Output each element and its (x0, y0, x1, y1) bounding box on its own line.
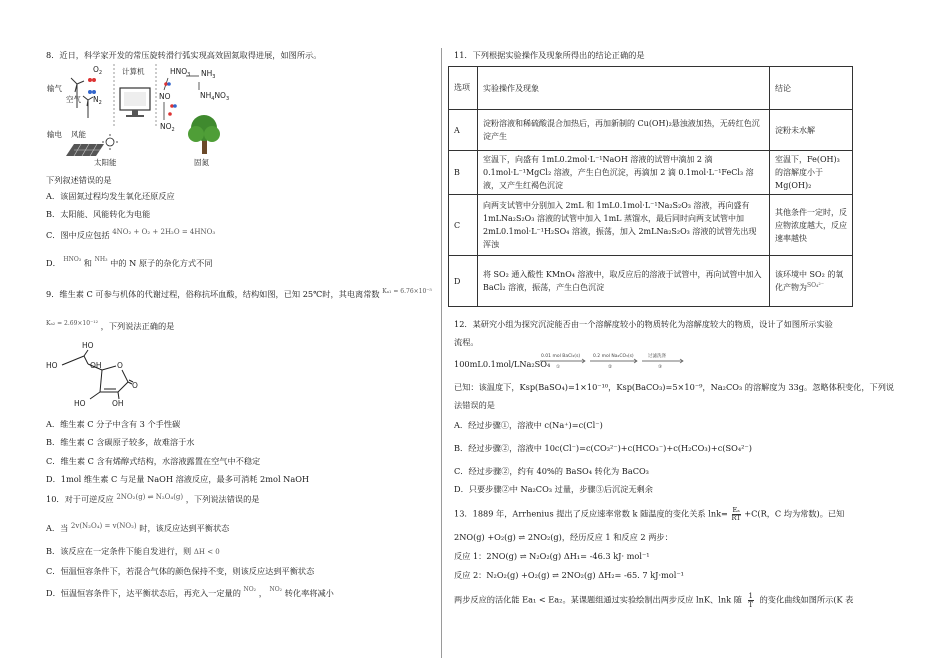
row-d-conclusion-ion: SO₄²⁻ (807, 281, 825, 289)
q13-fraction-den: RT (731, 514, 741, 522)
flow-step2-num: ② (608, 365, 613, 370)
q13-last-fraction (748, 592, 754, 609)
q8-option-d-hno3: HNO₃ (63, 256, 82, 263)
q13-stem-post: +C(R，C 均为常数)。已知 (744, 508, 845, 519)
table-header-row (449, 67, 853, 110)
q8-option-d-and: 和 (83, 258, 92, 268)
q12-option-c: C．经过步骤②，约有 40%的 BaSO₄ 转化为 BaCO₃ (454, 466, 649, 476)
fixed-n-label: 固氮 (194, 158, 209, 167)
struct-oh-top: HO (82, 341, 94, 350)
flow-step3-label: 过滤洗涤 (648, 354, 666, 359)
nh3-label: $NH_3$ (201, 69, 216, 80)
q13-last-post: 的变化曲线如图所示(K 表 (759, 594, 854, 605)
q12-flow (454, 359, 550, 370)
air-input-label: 输气 (47, 84, 62, 93)
flow-step2-label: 0.2 mol Na₂CO₃(s) (593, 354, 634, 359)
q11-stem: 11．下列根据实验操作及现象所得出的结论正确的是 (454, 50, 645, 60)
q12-known-1: 已知：该温度下，Ksp(BaSO₄)=1×10⁻¹⁰，Ksp(BaCO₃)=5×10⁻⁹，Na₂CO₃ 的溶解度为 33g。忽略体积变化，下列说 (454, 382, 895, 392)
row-b-option: B (449, 151, 478, 195)
flow-step1-label: 0.01 mol BaCl₂(s) (541, 354, 581, 359)
row-b-operation: 室温下，向盛有 1mL0.2mol·L⁻¹NaOH 溶液的试管中滴加 2 滴 0.1mol·L⁻¹MgCl₂ 溶液，产生白色沉淀，再滴加 2 滴 0.1mol·L⁻¹FeCl₃ 溶液，又产生红褐色沉淀 (478, 151, 770, 195)
q10-ask: ，下列说法错误的是 (185, 494, 260, 504)
q8-option-b: B．太阳能、风能转化为电能 (46, 209, 151, 219)
q10-option-a-pre: A．当 (46, 523, 69, 533)
table-row (449, 151, 853, 195)
column-divider (441, 48, 442, 658)
q10-option-d-pre: D．恒温恒容条件下，达平衡状态后，再充入一定量的 (46, 588, 241, 598)
q12-known-2: 法错误的是 (454, 400, 495, 410)
q13-stem-pre: 13．1889 年，Arrhenius 提出了反应速率常数 k 随温度的变化关系 lnk= (454, 508, 728, 519)
air-label: 空气 (66, 95, 81, 104)
q13-last-fraction-num: 1 (748, 592, 753, 600)
hno3-label: $HNO_3$ (170, 67, 191, 78)
q9-option-c: C．维生素 C 含有烯醇式结构，水溶液露置在空气中不稳定 (46, 456, 261, 466)
row-b-conclusion: 室温下，Fe(OH)₃ 的溶解度小于 Mg(OH)₂ (770, 151, 853, 195)
struct-ho-left: HO (46, 361, 58, 370)
vitamin-c-structure (44, 340, 144, 410)
solar-panel-icon (66, 144, 104, 156)
struct-ho-bottom: HO (74, 399, 86, 408)
computer-label: 计算机 (122, 67, 145, 76)
flow-step3-num: ③ (658, 365, 663, 370)
struct-o-keto: O (132, 381, 138, 390)
row-a-conclusion: 淀粉未水解 (770, 110, 853, 151)
q10-option-a-post: 时，该反应达到平衡状态 (139, 523, 230, 533)
q8-option-c-label: C．图中反应包括 (46, 230, 110, 240)
q10-option-a (46, 523, 229, 535)
q13-last (454, 592, 853, 609)
q10-option-d (46, 588, 334, 600)
q9-option-d: D．1mol 维生素 C 与足量 NaOH 溶液反应，最多可消耗 2mol NaOH (46, 474, 310, 484)
q10-option-d-comma: ， (258, 588, 267, 598)
q8-option-c-formula: 4NO₂ + O₂ + 2H₂O = 4HNO₃ (112, 228, 216, 236)
q10-option-b-eq: ΔH < 0 (193, 548, 220, 556)
row-d-conclusion-text: 该环境中 SO₂ 的氧化产物为 (775, 269, 844, 292)
no2-label: $NO_2$ (160, 122, 175, 133)
q13-fraction (732, 507, 741, 522)
header-operation: 实验操作及现象 (478, 67, 770, 110)
q8-option-d-label: D． (46, 258, 61, 268)
computer-icon (120, 88, 150, 117)
n2-label: $N_2$ (93, 95, 102, 106)
q8-option-c (46, 230, 215, 242)
table-row (449, 110, 853, 151)
q10-equation: 2NO₂(g) ⇌ N₂O₄(g) (116, 493, 184, 501)
q8-option-d-nh3: NH₃ (94, 256, 108, 263)
q12-option-b: B．经过步骤②，溶液中 10c(Cl⁻)=c(CO₃²⁻)+c(HCO₃⁻)+c(H₂CO₃)+c(SO₄²⁻) (454, 443, 752, 453)
q13-last-fraction-den: T (748, 601, 754, 609)
q10-option-d-no2a: NO₂ (243, 586, 257, 593)
q8-nitrogen-fixation-diagram (44, 62, 234, 174)
nh4no3-label: $NH_4NO_3$ (200, 91, 230, 102)
q8-ask: 下列叙述错误的是 (46, 175, 112, 185)
struct-oh-right: OH (90, 361, 102, 370)
q13-overall: 2NO(g) +O₂(g) ⇌ 2NO₂(g)，经历反应 1 和反应 2 两步： (454, 532, 673, 542)
q9-option-b: B．维生素 C 含碳原子较多，故难溶于水 (46, 437, 195, 447)
sun-icon (102, 134, 118, 150)
q10-option-b-pre: B．该反应在一定条件下能自发进行，则 (46, 546, 192, 556)
q10-option-d-no2b: NO₂ (269, 586, 283, 593)
q9-ka1: Kₐ₁ = 6.76×10⁻⁵ (382, 288, 432, 295)
q10-stem (46, 494, 259, 506)
flow-step1-num: ① (556, 365, 561, 370)
q9-stem (46, 289, 432, 301)
table-row (449, 256, 853, 307)
q12-stem-1: 12．某研究小组为探究沉淀能否由一个溶解度较小的物质转化为溶解度较大的物质，设计了如图所示实验 (454, 319, 833, 329)
q12-stem-2: 流程。 (454, 337, 479, 347)
q8-option-d-rest: 中的 N 原子的杂化方式不同 (110, 258, 213, 268)
header-option: 选项 (449, 67, 478, 110)
solar-label: 太阳能 (94, 158, 117, 167)
row-d-option: D (449, 256, 478, 307)
q9-option-a: A．维生素 C 分子中含有 3 个手性碳 (46, 419, 181, 429)
q13-reaction-1: 反应 1：2NO(g) ⇌ N₂O₂(g) ΔH₁= -46.3 kJ· mol⁻¹ (454, 551, 650, 561)
q12-option-d: D．只要步骤②中 Na₂CO₃ 过量，步骤③后沉淀无剩余 (454, 484, 653, 494)
row-d-operation: 将 SO₂ 通入酸性 KMnO₄ 溶液中，取反应后的溶液于试管中，再向试管中加入 BaCl₂ 溶液，振荡，产生白色沉淀 (478, 256, 770, 307)
q10-option-d-post: 转化率将减小 (284, 588, 334, 598)
wind-label: 风能 (71, 130, 86, 139)
row-d-conclusion (770, 256, 853, 307)
row-a-operation: 淀粉溶液和稀硫酸混合加热后，再加新制的 Cu(OH)₂悬浊液加热，无砖红色沉淀产生 (478, 110, 770, 151)
q13-last-pre: 两步反应的活化能 Ea₁ < Ea₂。某课题组通过实验绘制出两步反应 lnK、lnk 随 (454, 594, 742, 605)
q10-option-c: C．恒温恒容条件下，若混合气体的颜色保持不变，则该反应达到平衡状态 (46, 566, 315, 576)
tree-icon (188, 115, 220, 154)
q8-option-a: A．该固氮过程均发生氧化还原反应 (46, 191, 175, 201)
struct-o-ring: O (117, 361, 123, 370)
q9-ask: ，下列说法正确的是 (100, 321, 175, 331)
no-label: NO (159, 92, 171, 101)
q10-option-a-eq: 2v(N₂O₄) = v(NO₂) (70, 522, 137, 530)
q9-stem-text: 9．维生素 C 可参与机体的代谢过程，俗称抗坏血酸，结构如图，已知 25℃时，其电离常数 (46, 289, 380, 299)
q13-fraction-num: Eₐ (732, 506, 740, 514)
struct-oh-bottom: OH (112, 399, 124, 408)
q9-stem-cont (46, 321, 174, 333)
q9-ka2: Kₐ₂ = 2.69×10⁻¹² (46, 320, 99, 327)
row-c-conclusion: 其他条件一定时，反应物浓度越大，反应速率越快 (770, 195, 853, 256)
q10-option-b (46, 546, 220, 558)
q11-table (448, 66, 853, 307)
q13-stem (454, 507, 844, 522)
o2-label: $O_2$ (93, 65, 103, 76)
row-a-option: A (449, 110, 478, 151)
q13-reaction-2: 反应 2：N₂O₂(g) +O₂(g) ⇌ 2NO₂(g) ΔH₂= -65. 7 kJ·mol⁻¹ (454, 570, 684, 580)
q8-stem: 8．近日，科学家开发的常压旋转滑行弧实现高效固氮取得进展，如图所示。 (46, 50, 322, 60)
row-c-operation: 向两支试管中分别加入 2mL 和 1mL0.1mol·L⁻¹Na₂S₂O₃ 溶液，再向盛有 1mLNa₂S₂O₃ 溶液的试管中加入 1mL 蒸馏水，最后同时向两支试管中加 2mL0.1mol·L⁻¹H₂SO₄ 溶液，振荡，加入 2mLNa₂S₂O₃ 溶液的试管先出现浑浊 (478, 195, 770, 256)
header-conclusion: 结论 (770, 67, 853, 110)
table-row (449, 195, 853, 256)
row-c-option: C (449, 195, 478, 256)
q12-flow-arrows (538, 352, 688, 372)
q12-flow-start: 100mL0.1mol/LNa₂SO₄ (454, 359, 551, 369)
power-input-label: 输电 (47, 130, 62, 139)
q8-option-d (46, 258, 213, 270)
q12-option-a: A．经过步骤①，溶液中 c(Na⁺)=c(Cl⁻) (454, 420, 603, 430)
q10-stem-text: 10．对于可逆反应 (46, 494, 114, 504)
